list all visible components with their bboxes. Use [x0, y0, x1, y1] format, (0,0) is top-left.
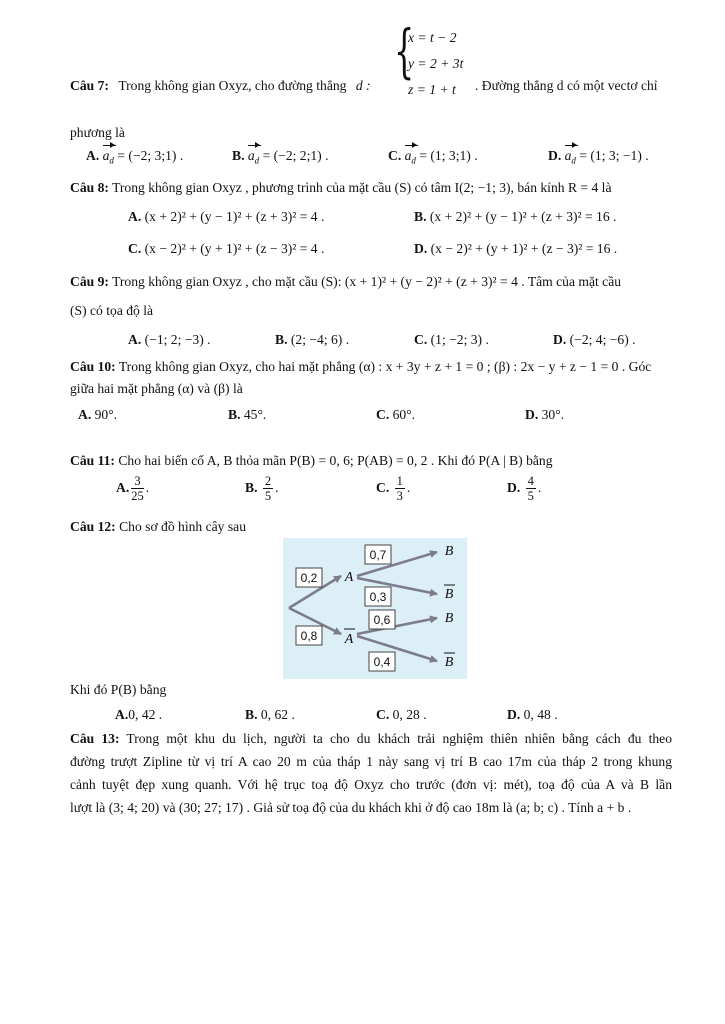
label-p-notB-given-A: 0,3	[369, 590, 387, 604]
leaf-A-notB: B	[444, 587, 454, 602]
q7-option-d[interactable]	[548, 146, 649, 168]
q10-option-a-letter: A.	[78, 407, 92, 422]
q7-option-c-vector: $a_d$	[405, 146, 416, 168]
q10-option-d[interactable]	[525, 405, 564, 425]
q11-option-d-letter: D.	[507, 480, 521, 495]
q8-option-c[interactable]	[128, 239, 324, 259]
q7-option-b-value: = (−2; 2;1) .	[262, 148, 329, 163]
q7-brace: {	[394, 17, 415, 85]
q12-option-b-value: 0, 62 .	[260, 707, 295, 722]
q7-line-system	[394, 17, 484, 122]
q7-option-a-letter: A.	[86, 148, 100, 163]
q9-option-b-letter: B.	[275, 332, 288, 347]
q10-option-c-letter: C.	[376, 407, 390, 422]
q10-text: Trong không gian Oxyz, cho hai mặt phẳng (α) : x + 3y + z + 1 = 0 ; (β) : 2x − y + z − 1 = 0 . Góc	[118, 359, 652, 374]
q8-option-a[interactable]	[128, 207, 324, 227]
q7-option-a-vector: $a_d$	[103, 146, 114, 168]
q12-option-b[interactable]	[245, 705, 295, 725]
label-p-notA: 0,8	[300, 629, 318, 643]
q7-option-b[interactable]	[232, 146, 329, 168]
q12-option-d-letter: D.	[507, 707, 521, 722]
q7-option-c[interactable]	[388, 146, 478, 168]
q9-option-a-letter: A.	[128, 332, 142, 347]
q7-option-c-letter: C.	[388, 148, 402, 163]
q8-option-c-value: (x − 2)² + (y + 1)² + (z − 3)² = 4 .	[144, 241, 325, 256]
q11-option-c-tail: .	[406, 480, 411, 495]
q12-option-a-value: 0, 42 .	[128, 707, 163, 722]
leaf-notA-notB: B	[444, 655, 454, 670]
q13-line4: lượt là (3; 4; 20) và (30; 27; 17) . Giả sử toạ độ của du khách khi ở độ cao 18m là (a; b; c) . Tính a + b .	[70, 800, 632, 815]
q7-line2: phương là	[70, 125, 125, 140]
q8-option-d[interactable]	[414, 239, 617, 259]
q11-option-b-fraction: $\frac{2}{5}$	[264, 474, 272, 504]
q7-option-a-value: = (−2; 3;1) .	[117, 148, 184, 163]
q11-label: Câu 11:	[70, 453, 115, 468]
q7-option-b-letter: B.	[232, 148, 245, 163]
q7-option-d-vector: $a_d$	[565, 146, 576, 168]
q11-stem	[70, 451, 553, 471]
q7-suffix: . Đường thẳng d có một vectơ chỉ	[475, 78, 658, 93]
q13-label: Câu 13:	[70, 731, 120, 746]
q9-label: Câu 9:	[70, 274, 109, 289]
q12-option-a[interactable]	[115, 705, 162, 725]
q11-option-b-letter: B.	[245, 480, 258, 495]
q8-option-a-letter: A.	[128, 209, 142, 224]
q9-text: Trong không gian Oxyz , cho mặt cầu (S): (x + 1)² + (y − 2)² + (z + 3)² = 4 . Tâm của mặt cầu	[112, 274, 622, 289]
leaf-notA-B: B	[444, 611, 454, 626]
q11-option-d-fraction: $\frac{4}{5}$	[527, 474, 534, 504]
q7-intro: Trong không gian Oxyz, cho đường thẳng	[118, 78, 347, 93]
q12-option-d-value: 0, 48 .	[523, 707, 558, 722]
q11-option-a-tail: .	[145, 480, 150, 495]
q11-option-c-fraction: $\frac{1}{3}$	[396, 474, 403, 504]
q11-option-c-letter: C.	[376, 480, 390, 495]
q7-option-c-value: = (1; 3;1) .	[419, 148, 478, 163]
q8-option-b-value: (x + 2)² + (y − 1)² + (z + 3)² = 16 .	[429, 209, 617, 224]
q11-option-b[interactable]	[245, 474, 279, 504]
probability-tree-svg	[283, 538, 467, 679]
q10-option-d-value: 30°.	[541, 407, 565, 422]
q12-option-b-letter: B.	[245, 707, 258, 722]
q12-option-c-letter: C.	[376, 707, 390, 722]
q9-option-c-value: (1; −2; 3) .	[430, 332, 489, 347]
q10-option-c-value: 60°.	[392, 407, 416, 422]
q10-line2: giữa hai mặt phẳng (α) và (β) là	[70, 381, 243, 396]
q10-option-b-letter: B.	[228, 407, 241, 422]
q7-d-prefix: d :	[355, 78, 371, 93]
q7-option-a[interactable]	[86, 146, 183, 168]
q11-option-d[interactable]	[507, 474, 541, 504]
q11-text: Cho hai biến cố A, B thỏa mãn P(B) = 0, 6; P(AB) = 0, 2 . Khi đó P(A | B) bằng	[118, 453, 553, 468]
node-A: A	[344, 570, 354, 585]
q11-option-a[interactable]	[116, 474, 149, 504]
q10-option-a-value: 90°.	[94, 407, 118, 422]
q9-line2: (S) có tọa độ là	[70, 303, 154, 318]
q8-option-c-letter: C.	[128, 241, 142, 256]
q11-option-c[interactable]	[376, 474, 410, 504]
q10-option-b-value: 45°.	[243, 407, 267, 422]
q13-line2: đường trượt Zipline từ vị trí A cao 20 m của tháp 1 này sang vị trí B cao 17m của tháp 2 trong khung	[70, 754, 672, 769]
q11-option-a-fraction: $\frac{3}{25}$	[131, 474, 144, 504]
q7-option-b-vector: $a_d$	[248, 146, 259, 168]
q8-label: Câu 8:	[70, 180, 109, 195]
q7-line1	[70, 76, 371, 96]
q10-stem	[70, 357, 651, 377]
q9-option-d-letter: D.	[553, 332, 567, 347]
leaf-A-B: B	[444, 544, 454, 559]
q7-eq-z: z = 1 + t	[408, 82, 456, 97]
q12-option-c[interactable]	[376, 705, 427, 725]
label-p-A: 0,2	[300, 571, 318, 585]
q7-label: Câu 7:	[70, 78, 109, 93]
q9-option-a-value: (−1; 2; −3) .	[144, 332, 211, 347]
q9-option-b[interactable]	[275, 330, 349, 350]
label-p-B-given-A: 0,7	[369, 548, 387, 562]
q9-option-a[interactable]	[128, 330, 211, 350]
q10-option-d-letter: D.	[525, 407, 539, 422]
q9-option-d[interactable]	[553, 330, 636, 350]
probability-tree-diagram	[283, 538, 467, 679]
q10-label: Câu 10:	[70, 359, 116, 374]
q7-option-d-value: = (1; 3; −1) .	[579, 148, 649, 163]
q8-option-d-letter: D.	[414, 241, 428, 256]
q9-stem	[70, 272, 621, 292]
q9-option-d-value: (−2; 4; −6) .	[569, 332, 636, 347]
q11-option-a-letter: A.	[116, 480, 130, 495]
q7-eq-y: y = 2 + 3t	[408, 56, 464, 71]
q12-label: Câu 12:	[70, 519, 116, 534]
q9-option-c[interactable]	[414, 330, 489, 350]
node-notA: A	[344, 632, 354, 647]
q8-text: Trong không gian Oxyz , phương trình của mặt cầu (S) có tâm I(2; −1; 3), bán kính R = 4 là	[112, 180, 612, 195]
q13-line3: cảnh tuyệt đẹp xung quanh. Với hệ trục toạ độ Oxyz cho trước (đơn vị: mét), toạ độ của A và B lần	[70, 777, 672, 792]
q8-option-b-letter: B.	[414, 209, 427, 224]
q8-stem	[70, 178, 612, 198]
q9-option-c-letter: C.	[414, 332, 428, 347]
q8-option-a-value: (x + 2)² + (y − 1)² + (z + 3)² = 4 .	[144, 209, 325, 224]
q7-eq-x: x = t − 2	[408, 30, 457, 45]
q12-stem	[70, 517, 246, 537]
q12-after: Khi đó P(B) bằng	[70, 682, 167, 697]
q8-option-b[interactable]	[414, 207, 616, 227]
q13-line1	[70, 729, 672, 749]
q8-option-d-value: (x − 2)² + (y + 1)² + (z − 3)² = 16 .	[430, 241, 618, 256]
q11-option-b-tail: .	[275, 480, 279, 495]
q13-text-1: Trong một khu du lịch, người ta cho du khách trải nghiệm thiên nhiên bằng cách đu theo	[126, 731, 672, 746]
q10-option-c[interactable]	[376, 405, 415, 425]
label-p-B-given-notA: 0,6	[373, 613, 391, 627]
q12-option-c-value: 0, 28 .	[392, 707, 427, 722]
q12-option-d[interactable]	[507, 705, 558, 725]
q7-option-d-letter: D.	[548, 148, 562, 163]
q10-option-b[interactable]	[228, 405, 266, 425]
label-p-notB-given-notA: 0,4	[373, 655, 391, 669]
q9-option-b-value: (2; −4; 6) .	[290, 332, 350, 347]
q12-text: Cho sơ đồ hình cây sau	[119, 519, 246, 534]
q12-option-a-letter: A.	[115, 707, 129, 722]
q11-option-d-tail: .	[537, 480, 542, 495]
q10-option-a[interactable]	[78, 405, 117, 425]
